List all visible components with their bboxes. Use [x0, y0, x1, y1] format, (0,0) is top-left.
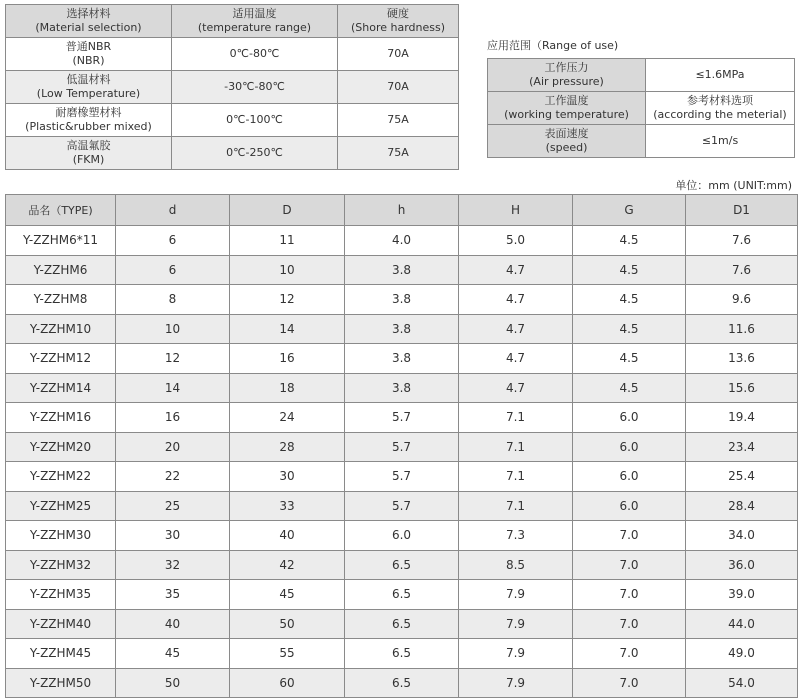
dimension-cell: 5.0 [459, 226, 573, 256]
range-key-en: (speed) [545, 141, 588, 154]
dimension-cell: 6.0 [573, 432, 686, 462]
dimension-cell: 6.5 [345, 609, 459, 639]
dimension-cell: 6.5 [345, 639, 459, 669]
dimension-cell: 11.6 [686, 314, 798, 344]
dimension-cell: 7.0 [573, 580, 686, 610]
dimension-row [6, 491, 798, 521]
dimension-cell: 6 [116, 255, 230, 285]
unit-label: 单位：mm (UNIT:mm) [675, 179, 792, 192]
dimension-table-body [6, 226, 798, 698]
dimension-cell: 22 [116, 462, 230, 492]
material-name-en: (Plastic&rubber mixed) [25, 120, 152, 133]
material-name-cell [6, 104, 172, 137]
material-name-en: (NBR) [72, 54, 105, 67]
type-cell: Y-ZZHM50 [6, 668, 116, 698]
dimension-cell: 25 [116, 491, 230, 521]
type-cell: Y-ZZHM32 [6, 550, 116, 580]
dimension-cell: 45 [116, 639, 230, 669]
dimension-cell: 4.5 [573, 373, 686, 403]
material-row [6, 71, 459, 104]
temperature-cell: 0℃-100℃ [172, 104, 338, 137]
type-cell: Y-ZZHM25 [6, 491, 116, 521]
dimension-cell: 18 [230, 373, 345, 403]
material-row [6, 137, 459, 170]
dimension-table [5, 194, 798, 698]
dimension-cell: 6 [116, 226, 230, 256]
dimension-cell: 28 [230, 432, 345, 462]
range-key-cell [488, 92, 646, 125]
dimension-row [6, 403, 798, 433]
dimension-cell: 12 [230, 285, 345, 315]
dimension-header-cell: H [459, 195, 573, 226]
range-key-cell [488, 59, 646, 92]
dimension-cell: 7.0 [573, 609, 686, 639]
dimension-cell: 40 [230, 521, 345, 551]
dimension-cell: 5.7 [345, 403, 459, 433]
material-name-cell [6, 38, 172, 71]
dimension-cell: 5.7 [345, 491, 459, 521]
dimension-row [6, 668, 798, 698]
range-value-en: (according the meterial) [653, 108, 787, 121]
hardness-cell: 75A [338, 137, 459, 170]
dimension-row [6, 432, 798, 462]
dimension-cell: 20 [116, 432, 230, 462]
material-name-en: (Low Temperature) [36, 87, 141, 100]
dimension-cell: 7.0 [573, 521, 686, 551]
dimension-cell: 33 [230, 491, 345, 521]
range-key-zh: 表面速度 [544, 127, 589, 140]
dimension-cell: 14 [116, 373, 230, 403]
dimension-cell: 30 [230, 462, 345, 492]
dimension-cell: 6.0 [573, 491, 686, 521]
material-name-zh: 耐磨橡塑材料 [55, 106, 122, 119]
type-cell: Y-ZZHM10 [6, 314, 116, 344]
type-cell: Y-ZZHM6*11 [6, 226, 116, 256]
material-name-cell [6, 137, 172, 170]
range-value-cell [646, 125, 795, 158]
dimension-row [6, 285, 798, 315]
range-value-zh: 参考材料选项 [687, 94, 753, 107]
dimension-cell: 54.0 [686, 668, 798, 698]
dimension-cell: 4.7 [459, 255, 573, 285]
range-value-cell [646, 92, 795, 125]
dimension-cell: 42 [230, 550, 345, 580]
hardness-cell: 70A [338, 71, 459, 104]
dimension-row [6, 344, 798, 374]
dimension-cell: 4.7 [459, 344, 573, 374]
range-value-zh: ≤1m/s [701, 134, 739, 147]
dimension-cell: 11 [230, 226, 345, 256]
range-of-use-title: 应用范围（Range of use) [487, 39, 619, 52]
dimension-cell: 36.0 [686, 550, 798, 580]
dimension-cell: 7.3 [459, 521, 573, 551]
material-header-row [6, 5, 459, 38]
dimension-cell: 4.7 [459, 373, 573, 403]
type-cell: Y-ZZHM12 [6, 344, 116, 374]
dimension-header-cell: G [573, 195, 686, 226]
dimension-cell: 40 [116, 609, 230, 639]
dimension-cell: 6.5 [345, 668, 459, 698]
dimension-cell: 3.8 [345, 285, 459, 315]
dimension-row [6, 314, 798, 344]
dimension-row [6, 639, 798, 669]
dimension-cell: 39.0 [686, 580, 798, 610]
range-value-zh: ≤1.6MPa [695, 68, 745, 81]
material-name-zh: 低温材料 [66, 73, 111, 86]
material-name-cell [6, 71, 172, 104]
range-value-cell [646, 59, 795, 92]
hardness-cell: 70A [338, 38, 459, 71]
temperature-cell: 0℃-250℃ [172, 137, 338, 170]
dimension-cell: 6.0 [573, 462, 686, 492]
type-cell: Y-ZZHM8 [6, 285, 116, 315]
dimension-cell: 4.5 [573, 344, 686, 374]
range-of-use-body [488, 59, 795, 158]
material-header-cell: 选择材料 (Material selection) [6, 5, 172, 38]
dimension-cell: 6.5 [345, 580, 459, 610]
material-table-body [6, 38, 459, 170]
dimension-cell: 50 [230, 609, 345, 639]
dimension-cell: 9.6 [686, 285, 798, 315]
dimension-row [6, 462, 798, 492]
range-row [488, 92, 795, 125]
dimension-header-cell: d [116, 195, 230, 226]
dimension-cell: 7.1 [459, 403, 573, 433]
dimension-cell: 12 [116, 344, 230, 374]
hardness-header-cell: 硬度 (Shore hardness) [338, 5, 459, 38]
dimension-cell: 7.9 [459, 609, 573, 639]
dimension-cell: 4.7 [459, 314, 573, 344]
dimension-cell: 50 [116, 668, 230, 698]
dimension-cell: 44.0 [686, 609, 798, 639]
dimension-header-cell: 品名（TYPE) [6, 195, 116, 226]
dimension-cell: 6.0 [345, 521, 459, 551]
dimension-row [6, 580, 798, 610]
dimension-cell: 8 [116, 285, 230, 315]
dimension-cell: 6.5 [345, 550, 459, 580]
range-row [488, 59, 795, 92]
dimension-cell: 7.1 [459, 491, 573, 521]
dimension-cell: 45 [230, 580, 345, 610]
dimension-cell: 8.5 [459, 550, 573, 580]
dimension-cell: 7.9 [459, 580, 573, 610]
dimension-cell: 28.4 [686, 491, 798, 521]
dimension-cell: 16 [230, 344, 345, 374]
dimension-cell: 7.6 [686, 226, 798, 256]
type-cell: Y-ZZHM16 [6, 403, 116, 433]
material-row [6, 38, 459, 71]
dimension-cell: 3.8 [345, 255, 459, 285]
hardness-cell: 75A [338, 104, 459, 137]
dimension-cell: 55 [230, 639, 345, 669]
type-cell: Y-ZZHM30 [6, 521, 116, 551]
dimension-cell: 4.5 [573, 314, 686, 344]
dimension-cell: 7.1 [459, 462, 573, 492]
temperature-cell: 0℃-80℃ [172, 38, 338, 71]
dimension-cell: 5.7 [345, 432, 459, 462]
dimension-cell: 4.0 [345, 226, 459, 256]
range-row [488, 125, 795, 158]
type-cell: Y-ZZHM45 [6, 639, 116, 669]
material-name-zh: 普通NBR [65, 40, 112, 53]
material-name-en: (FKM) [72, 153, 105, 166]
dimension-cell: 7.0 [573, 639, 686, 669]
dimension-cell: 3.8 [345, 373, 459, 403]
dimension-row [6, 521, 798, 551]
dimension-cell: 7.1 [459, 432, 573, 462]
dimension-cell: 60 [230, 668, 345, 698]
dimension-cell: 49.0 [686, 639, 798, 669]
range-key-zh: 工作压力 [544, 61, 589, 74]
dimension-cell: 16 [116, 403, 230, 433]
dimension-cell: 7.9 [459, 668, 573, 698]
dimension-header-cell: h [345, 195, 459, 226]
material-table [5, 4, 459, 170]
dimension-cell: 30 [116, 521, 230, 551]
dimension-cell: 3.8 [345, 314, 459, 344]
dimension-cell: 5.7 [345, 462, 459, 492]
dimension-cell: 32 [116, 550, 230, 580]
dimension-cell: 7.9 [459, 639, 573, 669]
dimension-row [6, 550, 798, 580]
dimension-row [6, 255, 798, 285]
type-cell: Y-ZZHM22 [6, 462, 116, 492]
dimension-header-cell: D [230, 195, 345, 226]
dimension-row [6, 373, 798, 403]
range-key-zh: 工作温度 [544, 94, 589, 107]
type-cell: Y-ZZHM35 [6, 580, 116, 610]
dimension-header-cell: D1 [686, 195, 798, 226]
dimension-cell: 10 [230, 255, 345, 285]
temperature-header-cell: 适用温度 (temperature range) [172, 5, 338, 38]
dimension-header-row [6, 195, 798, 226]
dimension-cell: 15.6 [686, 373, 798, 403]
dimension-cell: 14 [230, 314, 345, 344]
dimension-cell: 34.0 [686, 521, 798, 551]
range-key-cell [488, 125, 646, 158]
dimension-cell: 7.6 [686, 255, 798, 285]
type-cell: Y-ZZHM40 [6, 609, 116, 639]
dimension-cell: 19.4 [686, 403, 798, 433]
range-key-en: (Air pressure) [529, 75, 604, 88]
dimension-cell: 7.0 [573, 550, 686, 580]
dimension-cell: 24 [230, 403, 345, 433]
dimension-row [6, 609, 798, 639]
dimension-cell: 7.0 [573, 668, 686, 698]
material-name-zh: 高温氟胶 [66, 139, 111, 152]
material-row [6, 104, 459, 137]
type-cell: Y-ZZHM14 [6, 373, 116, 403]
temperature-cell: -30℃-80℃ [172, 71, 338, 104]
type-cell: Y-ZZHM6 [6, 255, 116, 285]
dimension-cell: 6.0 [573, 403, 686, 433]
dimension-cell: 4.5 [573, 285, 686, 315]
dimension-cell: 4.5 [573, 226, 686, 256]
dimension-cell: 10 [116, 314, 230, 344]
dimension-cell: 35 [116, 580, 230, 610]
dimension-cell: 25.4 [686, 462, 798, 492]
dimension-cell: 13.6 [686, 344, 798, 374]
dimension-row [6, 226, 798, 256]
type-cell: Y-ZZHM20 [6, 432, 116, 462]
range-key-en: (working temperature) [504, 108, 629, 121]
dimension-cell: 4.5 [573, 255, 686, 285]
dimension-cell: 3.8 [345, 344, 459, 374]
dimension-cell: 23.4 [686, 432, 798, 462]
dimension-cell: 4.7 [459, 285, 573, 315]
range-of-use-table [487, 58, 795, 158]
